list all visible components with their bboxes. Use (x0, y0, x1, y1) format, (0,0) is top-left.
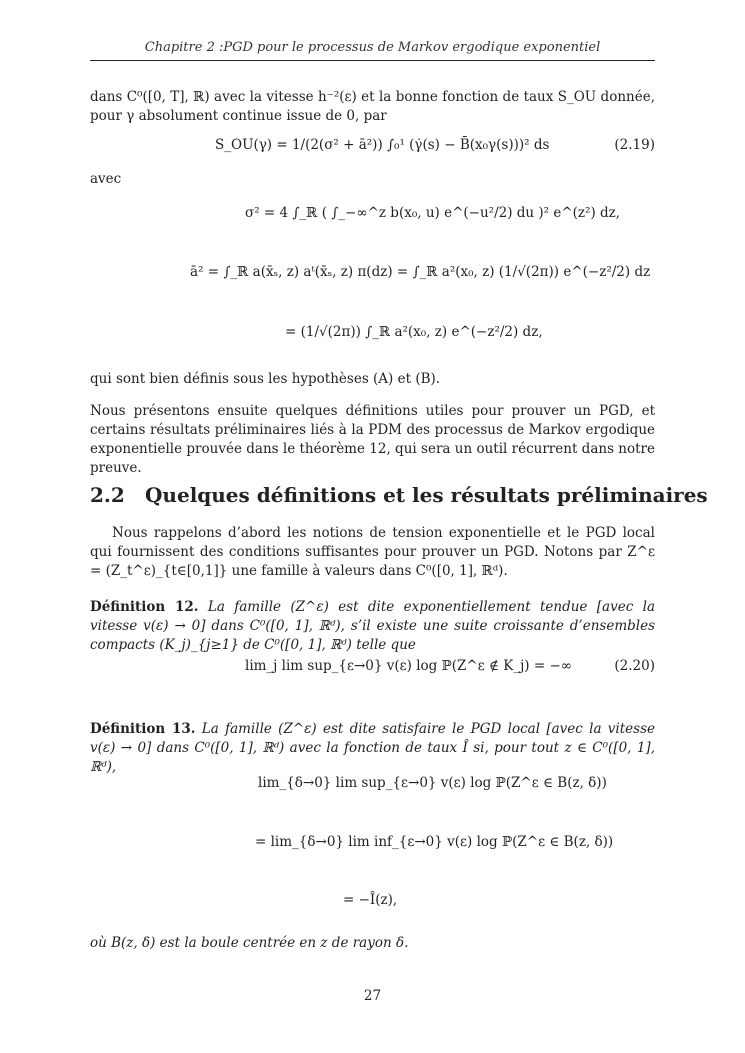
section-title: Quelques définitions et les résultats préliminaires (145, 483, 708, 507)
section-heading (90, 483, 708, 507)
conclusion-text: qui sont bien définis sous les hypothèses (A) et (B). (90, 371, 441, 387)
definition-13-text: La famille (Z^ε) est dite satisfaire le PGD local [avec la vitesse v(ε) → 0] dans C⁰([0, 1], ℝᵈ) avec la fonction de taux Î si, pour tout z ∈ C⁰([0, 1], ℝᵈ), (90, 721, 656, 775)
avec-text: avec (90, 171, 122, 187)
page-number: 27 (363, 988, 382, 1004)
definition-13 (90, 720, 655, 777)
equation-local-pgd-3: = −Î(z), (343, 892, 398, 908)
intro-paragraph: dans C⁰([0, T], ℝ) avec la vitesse h⁻²(ε) et la bonne fonction de taux S_OU donnée, pour γ absolument continue issue de 0, par (90, 89, 655, 124)
header-rule (90, 60, 655, 61)
equation-local-pgd-2: = lim_{δ→0} lim inf_{ε→0} v(ε) log ℙ(Z^ε ∈ B(z, δ)) (255, 834, 614, 850)
running-header: Chapitre 2 :PGD pour le processus de Markov ergodique exponentiel (144, 40, 601, 55)
paragraph-definitions-intro: Nous présentons ensuite quelques définitions utiles pour prouver un PGD, et certains résultats préliminaires liés à la PDM des processus de Markov ergodique exponentielle prouvée dans le théorème 12, qui sera un outil récurrent dans notre preuve. (90, 403, 655, 476)
equation-2-20: lim_j lim sup_{ε→0} v(ε) log ℙ(Z^ε ∉ K_j) = −∞ (245, 658, 573, 674)
equation-abar-line2: = (1/√(2π)) ∫_ℝ a²(x₀, z) e^(−z²/2) dz, (285, 324, 543, 340)
equation-abar-line1: ā² = ∫_ℝ a(x̄ₛ, z) aᵗ(x̄ₛ, z) π(dz) = ∫_ℝ a²(x₀, z) (1/√(2π)) e^(−z²/2) dz (190, 264, 651, 280)
equation-local-pgd-1: lim_{δ→0} lim sup_{ε→0} v(ε) log ℙ(Z^ε ∈ B(z, δ)) (258, 775, 607, 791)
definition-12-text: La famille (Z^ε) est dite exponentiellement tendue [avec la vitesse v(ε) → 0] dans C⁰([0, 1], ℝᵈ), s’il existe une suite croissante d’ensembles compacts (K_j)_{j≥1} de C⁰([0, 1], ℝᵈ) telle que (90, 599, 655, 653)
equation-number-2-19: (2.19) (614, 137, 655, 153)
equation-sigma: σ² = 4 ∫_ℝ ( ∫_−∞^z b(x₀, u) e^(−u²/2) du )² e^(z²) dz, (245, 205, 621, 221)
definition-12 (90, 598, 655, 655)
definition-13-label: Définition 13. (90, 721, 196, 737)
paragraph-section-intro: Nous rappelons d’abord les notions de tension exponentielle et le PGD local qui fournissent des conditions suffisantes pour prouver un PGD. Notons par Z^ε = (Z_t^ε)_{t∈[0,1]} une famille à valeurs dans C⁰([0, 1], ℝᵈ). (90, 525, 655, 579)
definition-12-label: Définition 12. (90, 599, 199, 615)
definition-13-closing: où B(z, δ) est la boule centrée en z de rayon δ. (90, 935, 409, 951)
equation-number-2-20: (2.20) (614, 658, 655, 674)
section-number: 2.2 (90, 483, 125, 507)
equation-2-19: S_OU(γ) = 1/(2(σ² + ā²)) ∫₀¹ (γ̇(s) − B̄(x₀γ(s)))² ds (215, 137, 550, 153)
